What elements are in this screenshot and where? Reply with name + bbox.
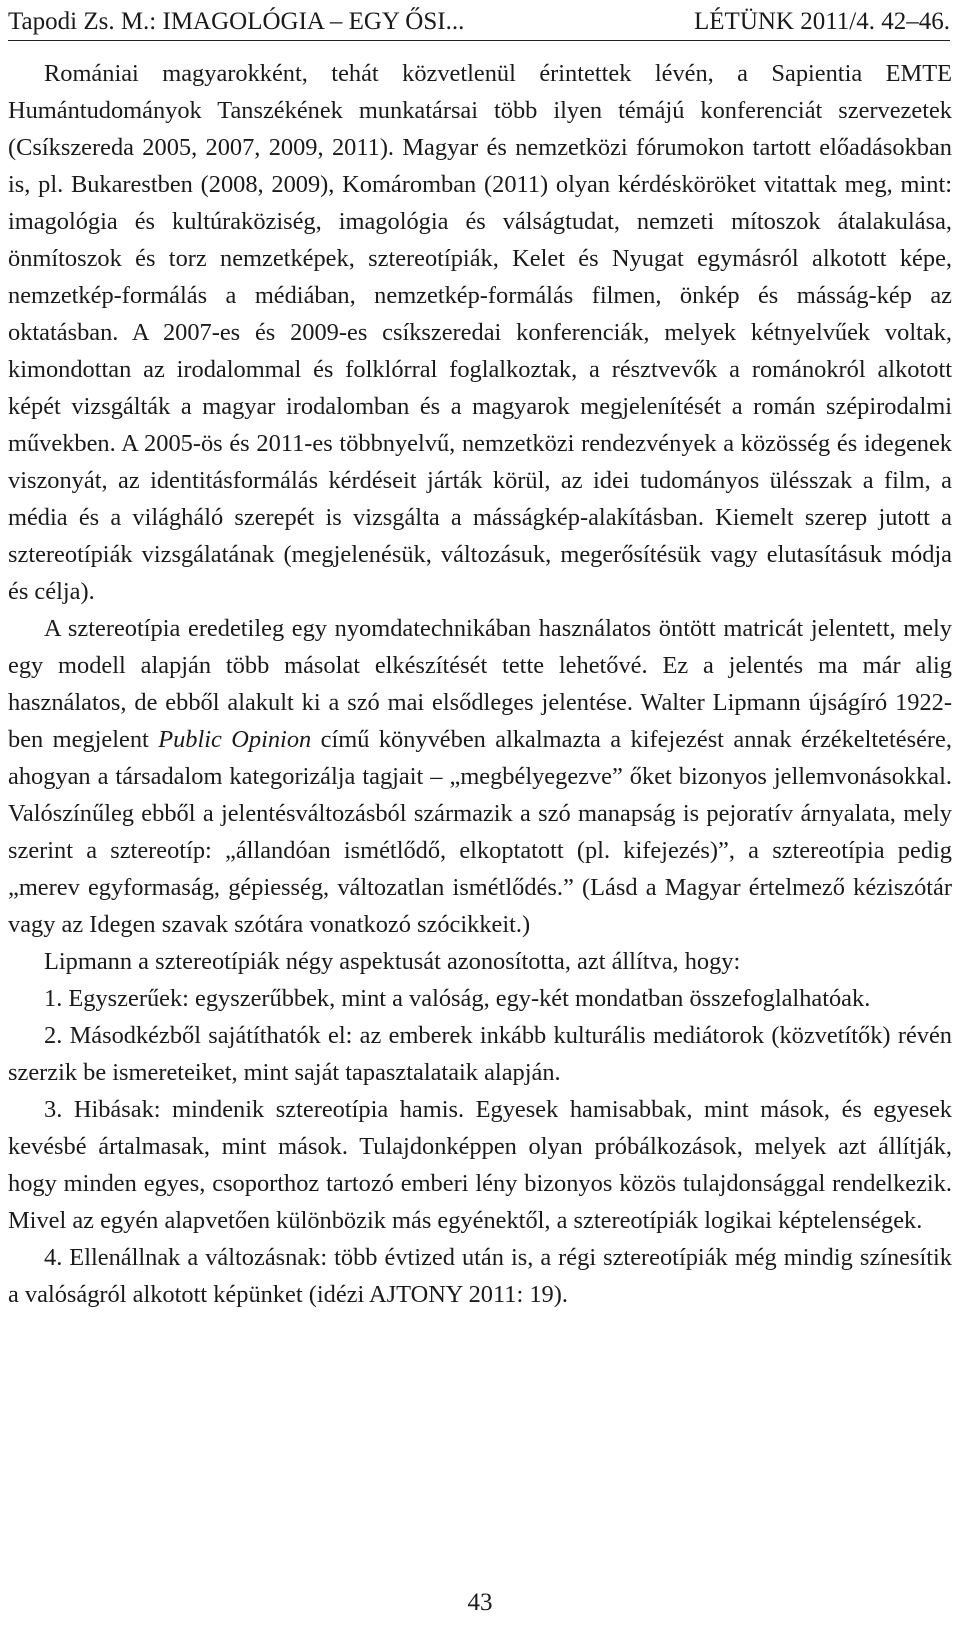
paragraph-lipmann-aspects-intro: Lipmann a sztereotípiák négy aspektusát azonosította, azt állítva, hogy: <box>44 948 741 975</box>
paragraph-stereotype-origin-part2: című könyvében alkalmazta a kifejezést annak érzékeltetésére, ahogyan a társadalom kategorizálja tagjait – „megbélyegezve” őket bizonyos jellemvonásokkal. Valószínűleg ebből a jelentésváltozásból származik a szó manapság is pejoratív árnyalata, mely szerint a sztereotíp: „állandóan ismétlődő, elkoptatott (pl. kifejezés)”, a sztereotípia pedig „merev egyformaság, gépiesség, változatlan ismétlődés.” (Lásd a Magyar értelmező kéziszótár vagy az Idegen szavak szótára vonatkozó szócikkeit.) <box>8 726 952 938</box>
running-header <box>8 4 950 41</box>
book-title-public-opinion: Public Opinion <box>158 726 312 753</box>
paragraph-stereotype-origin-part1: A sztereotípia eredetileg egy nyomdatechnikában használatos öntött matricát jelentett, mely egy modell alapján több másolat elkészítését tette lehetővé. Ez a jelentés ma már alig használatos, de ebből alakult ki a szó mai elsődleges jelentése. Walter Lipmann újságíró 1922-ben megjelent <box>8 615 952 753</box>
header-author-title: Tapodi Zs. M.: IMAGOLÓGIA – EGY ŐSI... <box>8 8 465 35</box>
body-text <box>8 55 952 1313</box>
list-item-aspect-3: 3. Hibásak: mindenik sztereotípia hamis. Egyesek hamisabbak, mint mások, és egyesek kevésbé ártalmasak, mint mások. Tulajdonképpen olyan próbálkozások, melyek azt állítják, hogy minden egyes, csoporthoz tartozó emberi lény bizonyos közös tulajdonsággal rendelkezik. Mivel az egyén alapvetően különbözik más egyénektől, a sztereotípiák logikai képtelenségek. <box>8 1096 952 1234</box>
page-number: 43 <box>467 1589 493 1616</box>
paragraph-stereotype-origin <box>8 610 952 943</box>
list-item-aspect-4: 4. Ellenállnak a változásnak: több évtized után is, a régi sztereotípiák még mindig színesítik a valóságról alkotott képünket (idézi AJTONY 2011: 19). <box>8 1244 952 1308</box>
list-item-aspect-1: 1. Egyszerűek: egyszerűbbek, mint a valóság, egy-két mondatban összefoglalhatóak. <box>44 985 871 1012</box>
header-journal-citation: LÉTÜNK 2011/4. 42–46. <box>694 8 950 35</box>
list-item-aspect-2: 2. Másodkézből sajátíthatók el: az emberek inkább kulturális mediátorok (közvetítők) révén szerzik be ismereteiket, mint saját tapasztalataik alapján. <box>8 1022 952 1086</box>
paragraph-conferences: Romániai magyarokként, tehát közvetlenül érintettek lévén, a Sapientia EMTE Humántudományok Tanszékének munkatársai több ilyen témájú konferenciát szervezetek (Csíkszereda 2005, 2007, 2009, 2011). Magyar és nemzetközi fórumokon tartott előadásokban is, pl. Bukarestben (2008, 2009), Komáromban (2011) olyan kérdésköröket vitattak meg, mint: imagológia és kultúraköziség, imagológia és válságtudat, nemzeti mítoszok átalakulása, önmítoszok és torz nemzetképek, sztereotípiák, Kelet és Nyugat egymásról alkotott képe, nemzetkép-formálás a médiában, nemzetkép-formálás filmen, önkép és másság-kép az oktatásban. A 2007-es és 2009-es csíkszeredai konferenciák, melyek kétnyelvűek voltak, kimondottan az irodalommal és folklórral foglalkoztak, a résztvevők a románokról alkotott képét vizsgálták a magyar irodalomban és a magyarok megjelenítését a román szépirodalmi művekben. A 2005-ös és 2011-es többnyelvű, nemzetközi rendezvények a közösség és idegenek viszonyát, az identitásformálás kérdéseit járták körül, az idei tudományos ülésszak a film, a média és a világháló szerepét is vizsgálta a másságkép-alakításban. Kiemelt szerep jutott a sztereotípiák vizsgálatának (megjelenésük, változásuk, megerősítésük vagy elutasításuk módja és célja). <box>8 60 952 605</box>
